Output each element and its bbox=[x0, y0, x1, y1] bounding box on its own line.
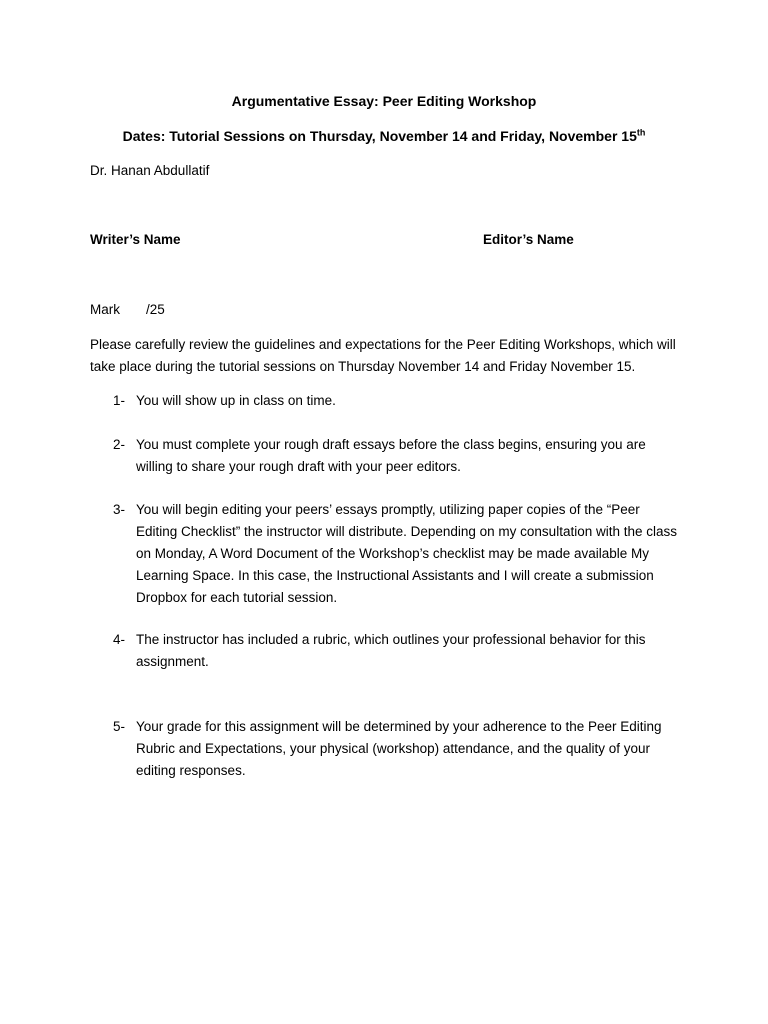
dates-line bbox=[0, 128, 768, 144]
list-item-text: You will show up in class on time. bbox=[136, 393, 336, 408]
list-item-number: 1- bbox=[113, 393, 126, 408]
list-item-text: You must complete your rough draft essays before the class begins, ensuring you are willing to share your rough draft with your peer editors. bbox=[136, 437, 646, 474]
list-item-number: 3- bbox=[113, 502, 126, 517]
mark-label: Mark bbox=[90, 302, 120, 317]
author-name: Dr. Hanan Abdullatif bbox=[90, 163, 210, 178]
list-item-number: 2- bbox=[113, 437, 126, 452]
document-title: Argumentative Essay: Peer Editing Workshop bbox=[231, 93, 537, 109]
list-item-text: Your grade for this assignment will be determined by your adherence to the Peer Editing Rubric and Expectations, your physical (workshop) attendance, and the quality of your editing responses. bbox=[136, 719, 662, 778]
writer-name-label: Writer’s Name bbox=[90, 232, 181, 247]
list-item-number: 4- bbox=[113, 632, 126, 647]
dates-superscript: th bbox=[636, 127, 646, 138]
editor-name-label: Editor’s Name bbox=[483, 232, 574, 247]
list-item-text: The instructor has included a rubric, which outlines your professional behavior for this assignment. bbox=[136, 632, 646, 669]
mark-value: /25 bbox=[146, 302, 165, 317]
intro-paragraph: Please carefully review the guidelines and expectations for the Peer Editing Workshops, which will take place during the tutorial sessions on Thursday November 14 and Friday November 15. bbox=[90, 337, 676, 374]
list-item-text: You will begin editing your peers’ essays promptly, utilizing paper copies of the “Peer Editing Checklist” the instructor will distribute. Depending on my consultation with the class on Monday, A Word Document of the Workshop’s checklist may be made available My Learning Space. In this case, the Instructional Assistants and I will create a submission Dropbox for each tutorial session. bbox=[136, 502, 678, 605]
dates-text: Dates: Tutorial Sessions on Thursday, November 14 and Friday, November 15 bbox=[122, 128, 637, 144]
list-item-number: 5- bbox=[113, 719, 126, 734]
